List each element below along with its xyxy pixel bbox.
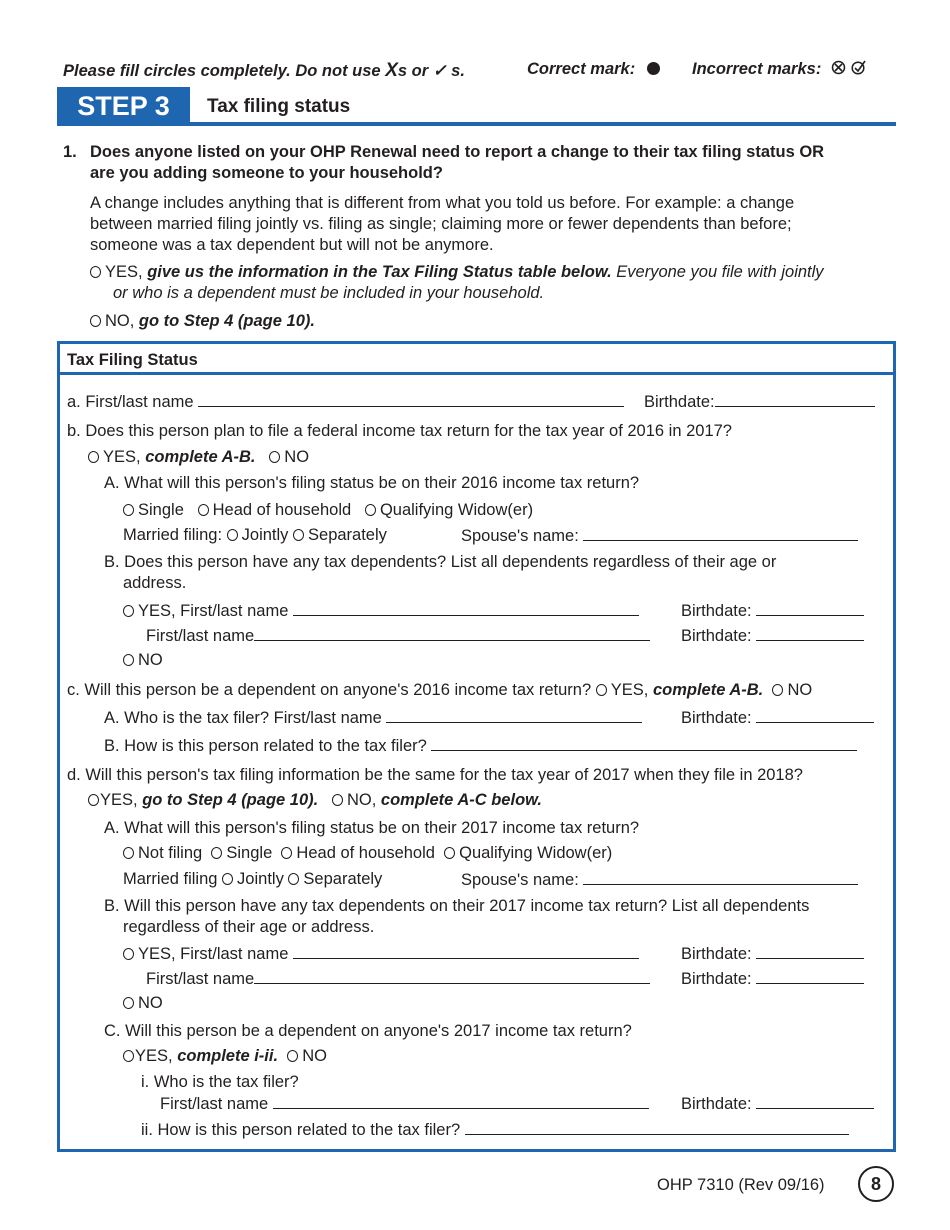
bB-line1: B. Does this person have any tax dependents? List all dependents regardless of their age or bbox=[104, 553, 777, 571]
bA-hoh-radio[interactable] bbox=[198, 504, 209, 516]
b-no-radio[interactable] bbox=[269, 451, 280, 463]
x-circle-icon bbox=[831, 60, 846, 75]
incorrect-marks: Incorrect marks: bbox=[692, 60, 867, 79]
dA-single-radio[interactable] bbox=[211, 847, 222, 859]
bB-name-field-2[interactable]: First/last name bbox=[146, 626, 650, 646]
fill-instructions: Please fill circles completely. Do not use Xs or ✓ s. bbox=[63, 60, 465, 81]
bB-line2: address. bbox=[123, 574, 187, 592]
dB-line2: regardless of their age or address. bbox=[123, 918, 375, 936]
dA-notfiling-radio[interactable] bbox=[123, 847, 134, 859]
a-birthdate-field[interactable]: Birthdate: bbox=[644, 392, 875, 412]
form-id: OHP 7310 (Rev 09/16) bbox=[657, 1176, 825, 1194]
dCii-relation-field[interactable]: ii. How is this person related to the tax filer? bbox=[141, 1120, 849, 1140]
dCi-name-field[interactable]: First/last name bbox=[160, 1094, 649, 1114]
q1-yes-radio[interactable] bbox=[90, 266, 101, 278]
table-header-title: Tax Filing Status bbox=[67, 351, 198, 369]
dCi-birthdate-field[interactable]: Birthdate: bbox=[681, 1094, 874, 1114]
dCi-question: i. Who is the tax filer? bbox=[141, 1073, 299, 1091]
dB-birthdate-1[interactable]: Birthdate: bbox=[681, 944, 864, 964]
dB-birthdate-2[interactable]: Birthdate: bbox=[681, 969, 864, 989]
dB-name-field-2[interactable]: First/last name bbox=[146, 969, 650, 989]
q1-yes-option[interactable]: YES, give us the information in the Tax Filing Status table below. Everyone you file with jointly bbox=[90, 263, 824, 282]
filled-circle-icon bbox=[647, 62, 660, 75]
dC-yes-radio[interactable] bbox=[123, 1050, 134, 1062]
bA-single-radio[interactable] bbox=[123, 504, 134, 516]
bA-separately-radio[interactable] bbox=[293, 529, 304, 541]
dB-no-radio[interactable] bbox=[123, 997, 134, 1009]
q1-no-radio[interactable] bbox=[90, 315, 101, 327]
cA-birthdate-field[interactable]: Birthdate: bbox=[681, 708, 874, 728]
page-number: 8 bbox=[858, 1166, 894, 1202]
q1-no-option[interactable]: NO, go to Step 4 (page 10). bbox=[90, 312, 315, 331]
bB-yes-name-field[interactable]: YES, First/last name bbox=[123, 601, 639, 621]
dC-options[interactable]: YES, complete i-ii. NO bbox=[123, 1047, 327, 1066]
bB-yes-radio[interactable] bbox=[123, 605, 134, 617]
dA-question: A. What will this person's filing status be on their 2017 income tax return? bbox=[104, 819, 640, 837]
bB-no-option[interactable]: NO bbox=[123, 651, 163, 670]
dC-question: C. Will this person be a dependent on anyone's 2017 income tax return? bbox=[104, 1022, 632, 1040]
d-question: d. Will this person's tax filing information be the same for the tax year of 2017 when they file in 2018? bbox=[67, 766, 803, 784]
bA-jointly-radio[interactable] bbox=[227, 529, 238, 541]
correct-mark: Correct mark: bbox=[527, 60, 660, 79]
bA-question: A. What will this person's filing status be on their 2016 income tax return? bbox=[104, 474, 640, 492]
cB-relation-field[interactable]: B. How is this person related to the tax filer? bbox=[104, 736, 857, 756]
q1-para-line3: someone was a tax dependent but will not be anymore. bbox=[90, 236, 494, 254]
d-no-radio[interactable] bbox=[332, 794, 343, 806]
bB-birthdate-2[interactable]: Birthdate: bbox=[681, 626, 864, 646]
step-title: Tax filing status bbox=[207, 96, 351, 117]
dB-yes-radio[interactable] bbox=[123, 948, 134, 960]
dB-no-option[interactable]: NO bbox=[123, 994, 163, 1013]
c-question-row: c. Will this person be a dependent on anyone's 2016 income tax return? YES, complete A-B. NO bbox=[67, 681, 813, 699]
bA-options[interactable]: Single Head of household Qualifying Widow(er) bbox=[123, 501, 533, 520]
dA-qw-radio[interactable] bbox=[444, 847, 455, 859]
dA-spouse-field[interactable]: Spouse's name: bbox=[461, 870, 858, 890]
dA-options[interactable]: Not filing Single Head of household Qualifying Widow(er) bbox=[123, 844, 612, 863]
question-number: 1. bbox=[63, 143, 77, 161]
bA-married[interactable]: Married filing: Jointly Separately bbox=[123, 526, 387, 544]
b-question: b. Does this person plan to file a federal income tax return for the tax year of 2016 in 2017? bbox=[67, 422, 732, 440]
dA-hoh-radio[interactable] bbox=[281, 847, 292, 859]
dA-separately-radio[interactable] bbox=[288, 873, 299, 885]
bB-birthdate-1[interactable]: Birthdate: bbox=[681, 601, 864, 621]
b-options[interactable]: YES, complete A-B. NO bbox=[88, 448, 309, 467]
bA-qw-radio[interactable] bbox=[365, 504, 376, 516]
dA-married[interactable]: Married filing Jointly Separately bbox=[123, 870, 383, 888]
bA-spouse-field[interactable]: Spouse's name: bbox=[461, 526, 858, 546]
q1-para-line1: A change includes anything that is different from what you told us before. For example: a change bbox=[90, 194, 795, 212]
c-no-radio[interactable] bbox=[772, 684, 783, 696]
dB-line1: B. Will this person have any tax dependents on their 2017 income tax return? List all dependents bbox=[104, 897, 810, 915]
q1-para-line2: between married filing jointly vs. filing as single; claiming more or fewer dependents than before; bbox=[90, 215, 792, 233]
step-label: STEP 3 bbox=[57, 87, 190, 126]
d-yes-radio[interactable] bbox=[88, 794, 99, 806]
q1-yes-note: or who is a dependent must be included in your household. bbox=[113, 284, 545, 302]
b-yes-radio[interactable] bbox=[88, 451, 99, 463]
c-yes-radio[interactable] bbox=[596, 684, 607, 696]
dC-no-radio[interactable] bbox=[287, 1050, 298, 1062]
cA-name-field[interactable]: A. Who is the tax filer? First/last name bbox=[104, 708, 642, 728]
a-name-field[interactable]: a. First/last name bbox=[67, 392, 624, 412]
dB-yes-name-field[interactable]: YES, First/last name bbox=[123, 944, 639, 964]
dA-jointly-radio[interactable] bbox=[222, 873, 233, 885]
d-options[interactable]: YES, go to Step 4 (page 10). NO, complete A-C below. bbox=[88, 791, 542, 810]
bB-no-radio[interactable] bbox=[123, 654, 134, 666]
check-circle-icon bbox=[851, 60, 867, 75]
question-1-line1: Does anyone listed on your OHP Renewal need to report a change to their tax filing status OR bbox=[90, 143, 825, 161]
question-1-line2: are you adding someone to your household? bbox=[90, 164, 443, 182]
